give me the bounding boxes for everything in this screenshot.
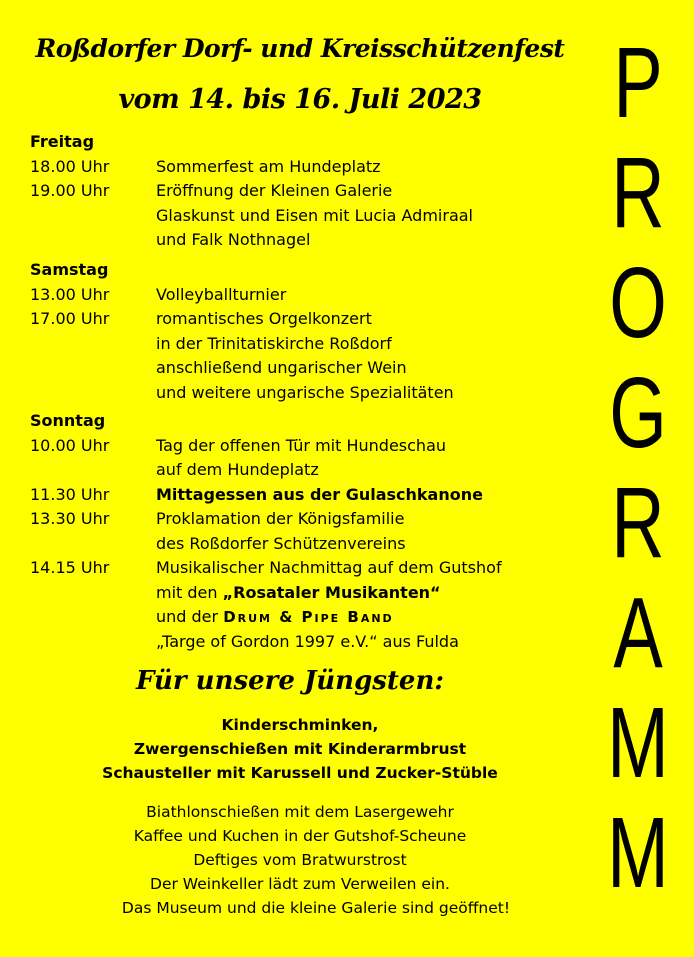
kids-item: Schausteller mit Karussell und Zucker-Stüble (102, 764, 498, 782)
day-heading-saturday: Samstag (30, 260, 109, 279)
schedule-continuation (30, 381, 590, 406)
schedule-continuation (30, 532, 590, 557)
schedule-entry (30, 556, 590, 581)
kids-item: Kinderschminken, (221, 716, 379, 734)
programm-letter: A (613, 576, 663, 689)
kids-heading: Für unsere Jüngsten: (136, 666, 444, 696)
entry-time: 10.00 Uhr (30, 435, 110, 455)
entry-text: Sommerfest am Hundeplatz (156, 156, 381, 176)
event-dates: vom 14. bis 16. Juli 2023 (118, 84, 482, 115)
schedule-continuation (30, 458, 590, 483)
schedule-entry (30, 307, 590, 332)
schedule-continuation (30, 204, 590, 229)
schedule-continuation (30, 228, 590, 253)
schedule-entry (30, 434, 590, 459)
programm-letter: O (609, 246, 667, 359)
entry-text: auf dem Hundeplatz (156, 460, 319, 479)
schedule-continuation (30, 581, 590, 606)
entry-time: 14.15 Uhr (30, 558, 110, 577)
entry-text: Musikalischer Nachmittag auf dem Gutshof (156, 558, 502, 577)
schedule-entry (30, 155, 590, 180)
music-line (156, 581, 441, 606)
event-title: Roßdorfer Dorf- und Kreisschützenfest (35, 34, 565, 63)
entry-text: in der Trinitatiskirche Roßdorf (156, 333, 392, 353)
drum-line (156, 605, 394, 630)
schedule-entry (30, 507, 590, 532)
entry-text-highlight: Mittagessen aus der Gulaschkanone (156, 484, 483, 504)
programm-letter: G (609, 356, 667, 469)
programm-letter: M (607, 796, 669, 909)
programm-letter: M (607, 686, 669, 799)
kids-activities (20, 713, 580, 785)
entry-text: Proklamation der Königsfamilie (156, 509, 405, 528)
entry-text: Volleyballturnier (156, 284, 287, 304)
music-band-name: „Rosataler Musikanten“ (222, 582, 441, 602)
day-heading-sunday: Sonntag (30, 411, 106, 430)
entry-text: anschließend ungarischer Wein (156, 358, 407, 377)
music-prefix: mit den (156, 582, 223, 602)
entry-text: „Targe of Gordon 1997 e.V.“ aus Fulda (156, 631, 459, 651)
entry-time: 13.30 Uhr (30, 509, 110, 528)
sunday-section (30, 409, 590, 654)
drum-band-name: Drum & Pipe Band (223, 608, 394, 626)
entry-text: und weitere ungarische Spezialitäten (156, 382, 454, 402)
schedule-entry (30, 179, 590, 204)
schedule-entry (30, 283, 590, 308)
entry-text: Glaskunst und Eisen mit Lucia Admiraal (156, 205, 473, 225)
programm-letter: R (611, 136, 665, 249)
programm-letter: R (611, 466, 665, 579)
extra-item: Kaffee und Kuchen in der Gutshof-Scheune (133, 827, 467, 845)
entry-text: Eröffnung der Kleinen Galerie (156, 181, 393, 200)
extra-item: Das Museum und die kleine Galerie sind geöffnet! (121, 899, 511, 917)
entry-time: 13.00 Uhr (30, 284, 110, 304)
entry-time: 18.00 Uhr (30, 156, 110, 176)
drum-prefix: und der (156, 607, 224, 626)
entry-time: 17.00 Uhr (30, 309, 110, 328)
extra-item: Der Weinkeller lädt zum Verweilen ein. (150, 875, 450, 893)
schedule-continuation (30, 605, 590, 630)
schedule-continuation (30, 332, 590, 357)
friday-section (30, 130, 590, 253)
entry-time: 19.00 Uhr (30, 181, 110, 200)
programm-vertical-title (592, 28, 684, 908)
schedule-continuation (30, 356, 590, 381)
schedule-continuation (30, 630, 590, 655)
entry-text: Tag der offenen Tür mit Hundeschau (156, 435, 447, 455)
extra-activities (20, 800, 580, 920)
entry-text: des Roßdorfer Schützenvereins (156, 533, 406, 553)
day-heading-friday: Freitag (30, 132, 95, 151)
extra-item: Deftiges vom Bratwurstrost (193, 851, 407, 869)
programm-letter: P (613, 26, 663, 139)
kids-item: Zwergenschießen mit Kinderarmbrust (133, 740, 467, 758)
entry-text: und Falk Nothnagel (156, 230, 311, 249)
extra-item: Biathlonschießen mit dem Lasergewehr (146, 803, 454, 821)
entry-text: romantisches Orgelkonzert (156, 309, 372, 328)
entry-time: 11.30 Uhr (30, 484, 110, 504)
saturday-section (30, 258, 590, 405)
schedule-entry (30, 483, 590, 508)
